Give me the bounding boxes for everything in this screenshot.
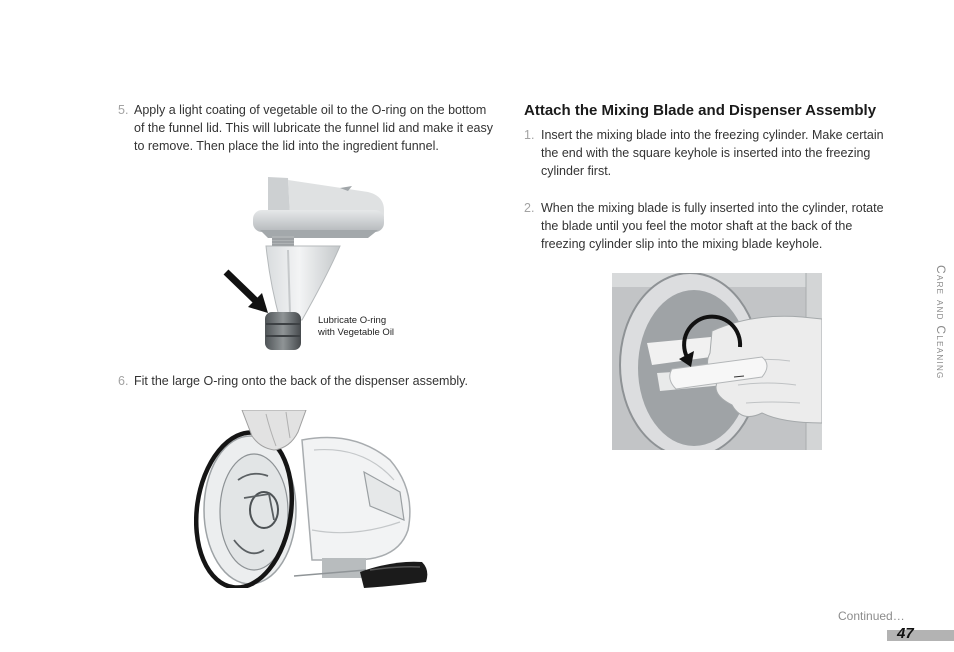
step-number: 1. [524,128,535,142]
section-heading: Attach the Mixing Blade and Dispenser Assembly [524,102,877,119]
page-number: 47 [897,625,914,642]
step-number: 5. [118,103,129,117]
step-text [541,126,884,180]
figure-caption [318,315,394,339]
step-text-line: cylinder first. [541,164,612,178]
step-text-line: When the mixing blade is fully inserted into the cylinder, rotate [541,201,884,215]
dispenser-body [294,438,410,579]
mixing-blade-photo [612,273,822,450]
step-text-line: the blade until you feel the motor shaft at the back of the [541,219,853,233]
lid-funnel-stem [266,246,340,320]
pointer-arrow-icon [226,272,268,313]
lid-plate [253,210,384,232]
dispenser-o-ring-illustration [194,410,430,588]
step-number: 6. [118,374,129,388]
step-text-line: Insert the mixing blade into the freezing cylinder. Make certain [541,128,884,142]
step-text [134,101,493,155]
step-text-line: of the funnel lid. This will lubricate the funnel lid and make it easy [134,121,493,135]
o-ring-base [265,312,301,350]
step-text [541,199,884,253]
black-handle [360,562,427,588]
step-text [134,372,468,390]
step-text-line: Fit the large O-ring onto the back of the dispenser assembly. [134,374,468,388]
step-number: 2. [524,201,535,215]
lid-back-tab [268,177,290,214]
step-text-line: Apply a light coating of vegetable oil to the O-ring on the bottom [134,103,487,117]
section-tab-title: Care and Cleaning [934,265,948,380]
step-text-line: the end with the square keyhole is inserted into the freezing [541,146,871,160]
continued-label: Continued… [838,609,905,623]
step-text-line: to remove. Then place the lid into the ingredient funnel. [134,139,439,153]
step-text-line: freezing cylinder slip into the mixing blade keyhole. [541,237,823,251]
dispenser-connector [322,558,366,578]
caption-line: Lubricate O-ring [318,315,387,326]
caption-line: with Vegetable Oil [318,327,395,338]
